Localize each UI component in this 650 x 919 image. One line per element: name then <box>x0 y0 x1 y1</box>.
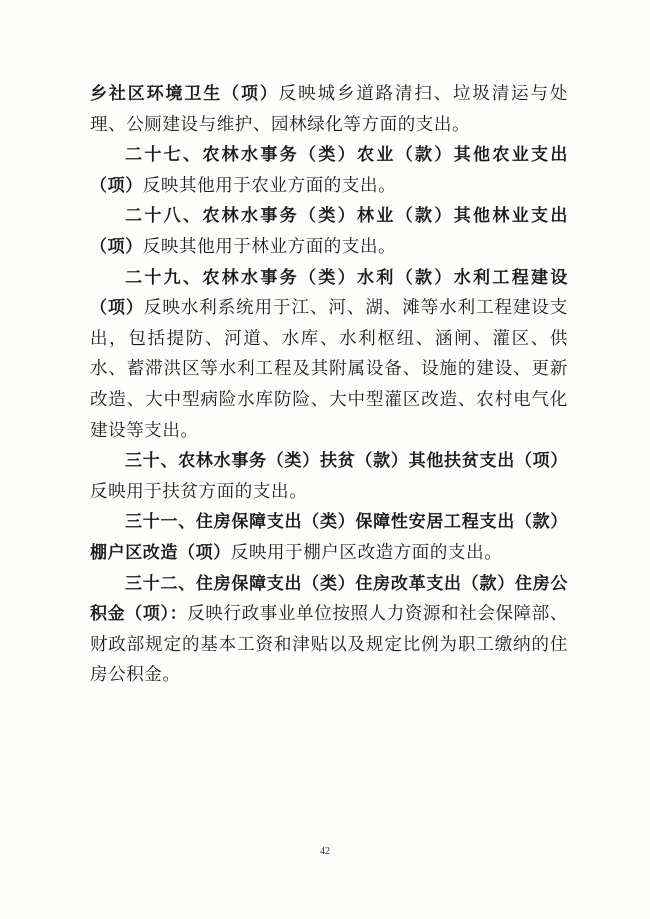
paragraph-4 <box>90 263 568 447</box>
document-body <box>90 79 568 691</box>
paragraph-5 <box>90 446 568 507</box>
page-number: 42 <box>320 846 330 857</box>
paragraph-3-heading: 二十八、农林水事务（类）林业（款）其他林业支出（项） <box>90 206 568 257</box>
paragraph-4-text: 反映水利系统用于江、河、湖、滩等水利工程建设支出，包括提防、河道、水库、水利枢纽、涵闸、灌区、供水、蓄滞洪区等水利工程及其附属设备、设施的建设、更新改造、大中型病险水库防险、大中型灌区改造、农村电气化建设等支出。 <box>90 298 568 441</box>
paragraph-1 <box>90 79 568 140</box>
paragraph-5-heading: 三十、农林水事务（类）扶贫（款）其他扶贫支出（项） <box>125 451 568 472</box>
paragraph-2-text: 反映其他用于农业方面的支出。 <box>142 175 397 196</box>
paragraph-4-heading: 二十九、农林水事务（类）水利（款）水利工程建设（项） <box>90 267 568 319</box>
paragraph-7-heading: 三十二、住房保障支出（类）住房改革支出（款）住房公积金（项）： <box>90 573 568 625</box>
paragraph-2-heading: 二十七、农林水事务（类）农业（款）其他农业支出（项） <box>90 145 568 196</box>
paragraph-5-text: 反映用于扶贫方面的支出。 <box>90 481 308 502</box>
paragraph-1-heading: 乡社区环境卫生（项） <box>90 84 279 104</box>
paragraph-3-text: 反映其他用于林业方面的支出。 <box>142 236 397 257</box>
paragraph-6-text: 反映用于棚户区改造方面的支出。 <box>230 542 503 563</box>
paragraph-7 <box>90 569 568 691</box>
paragraph-7-text: 反映行政事业单位按照人力资源和社会保障部、财政部规定的基本工资和津贴以及规定比例为职工缴纳的住房公积金。 <box>90 604 568 686</box>
paragraph-6-heading: 三十一、住房保障支出（类）保障性安居工程支出（款）棚户区改造（项） <box>90 512 568 563</box>
paragraph-3 <box>90 201 568 262</box>
paragraph-6 <box>90 507 568 568</box>
paragraph-1-text: 反映城乡道路清扫、垃圾清运与处理、公厕建设与维护、园林绿化等方面的支出。 <box>90 84 569 135</box>
paragraph-2 <box>90 140 568 201</box>
